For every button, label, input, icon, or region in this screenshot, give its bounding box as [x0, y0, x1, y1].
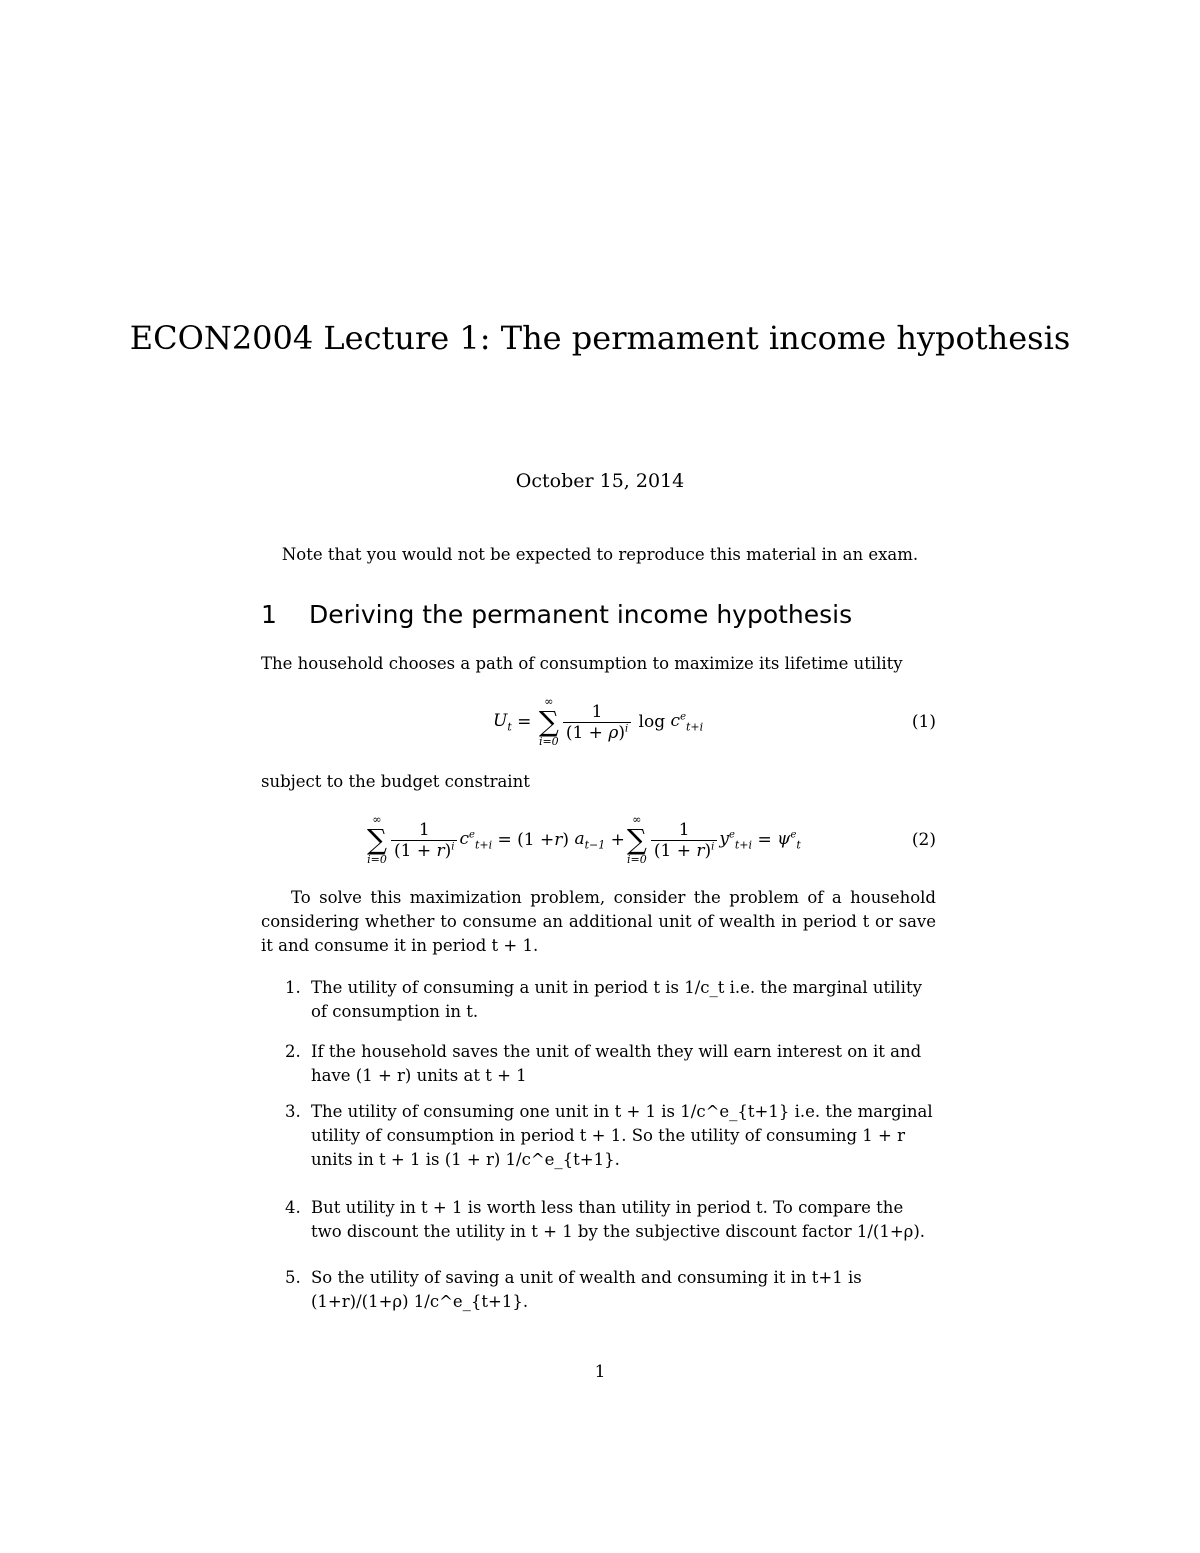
page-number: 1 [594, 1362, 606, 1382]
equation-2-body: ∞ ∑ i=0 $\frac{1}{(1 + r)^i}$ $c^e_{t+i}$ = (1 + r ) $a_{t-1}$ + ∞ ∑ i=0 $\frac{1}{(1 + r)^i}$ $y^e_{t+i}$ = $\psi^e_t$ [367, 813, 801, 866]
list-item-number: 1. [285, 978, 301, 997]
equation-1-number: (1) [911, 712, 936, 732]
paragraph-1: To solve this maximization problem, consider the problem of a household considering whether to consume an additional unit of wealth in period t or save it and consume it in period t + 1. [261, 888, 936, 955]
list-item [261, 1040, 936, 1088]
list-item [261, 1100, 936, 1172]
section-title: Deriving the permanent income hypothesis [309, 600, 853, 629]
subject-text: subject to the budget constraint [261, 772, 530, 791]
equation-1-body: $U_t$ = ∞ ∑ i=0 $\frac{1}{(1 + \rho)^i}$ log $c^e_{t+i}$ [493, 695, 704, 748]
note-text: Note that you would not be expected to reproduce this material in an exam. [281, 545, 919, 564]
list-item-text: The utility of consuming a unit in period t is 1/c_t i.e. the marginal utility of consumption in t. [311, 978, 922, 1021]
list-item-number: 4. [285, 1198, 301, 1217]
list-item [261, 1266, 936, 1314]
list-item-text: If the household saves the unit of wealth they will earn interest on it and have (1 + r) units at t + 1 [311, 1042, 922, 1085]
document-title: ECON2004 Lecture 1: The permament income hypothesis [129, 319, 1071, 357]
list-item [261, 1196, 936, 1244]
document-date: October 15, 2014 [515, 470, 685, 492]
equation-2-number: (2) [911, 830, 936, 850]
list-item-text: The utility of consuming one unit in t + 1 is 1/c^e_{t+1} i.e. the marginal utility of consumption in period t + 1. So the utility of consuming 1 + r units in t + 1 is (1 + r) 1/c^e_{t+1}. [311, 1102, 933, 1169]
equation-2 [261, 808, 936, 872]
equation-1 [261, 690, 936, 754]
list-item-text: So the utility of saving a unit of wealth and consuming it in t+1 is (1+r)/(1+ρ) 1/c^e_{t+1}. [311, 1268, 862, 1311]
list-item-text: But utility in t + 1 is worth less than utility in period t. To compare the two discount the utility in t + 1 by the subjective discount factor 1/(1+ρ). [311, 1198, 926, 1241]
list-item-number: 3. [285, 1102, 301, 1121]
list-item-number: 2. [285, 1042, 301, 1061]
list-item-number: 5. [285, 1268, 301, 1287]
intro-paragraph: The household chooses a path of consumption to maximize its lifetime utility [261, 654, 903, 673]
section-heading [261, 600, 852, 629]
section-number: 1 [261, 600, 277, 629]
list-item [261, 976, 936, 1024]
